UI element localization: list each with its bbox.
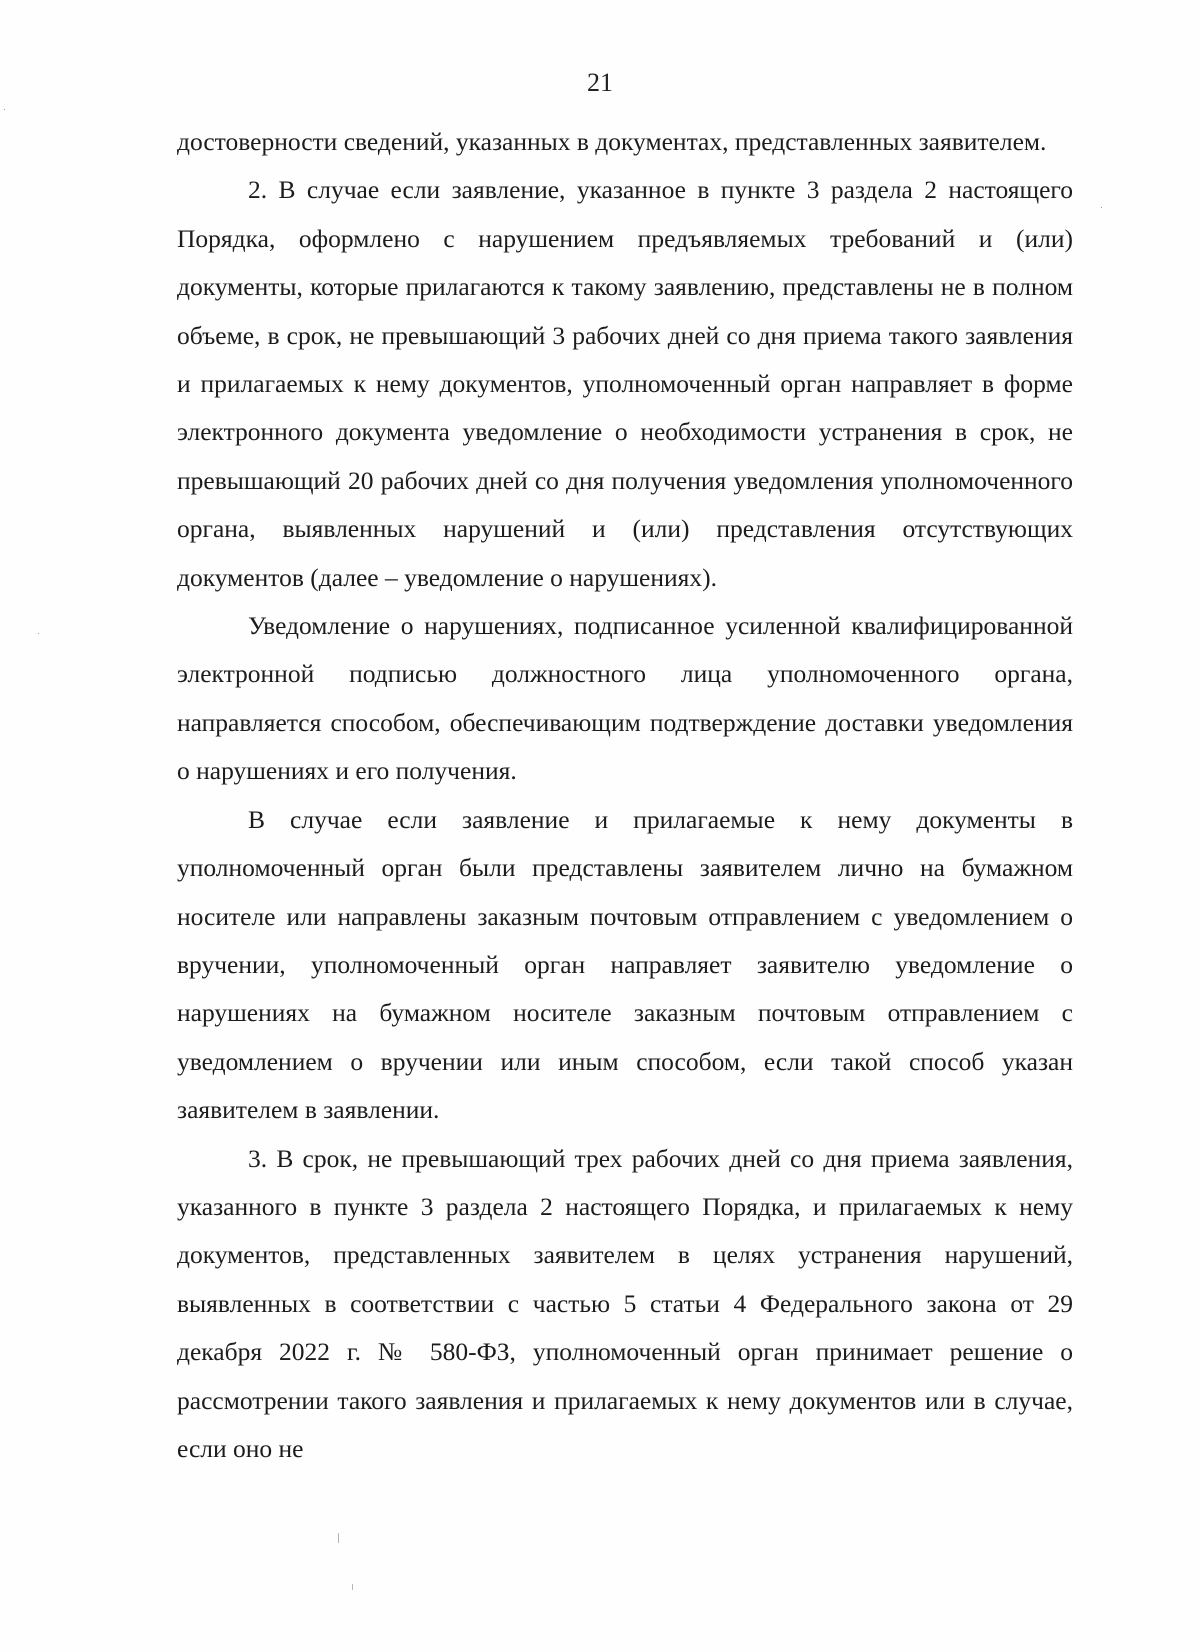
paragraph-item-3: 3. В срок, не превышающий трех рабочих дней со дня приема заявления, указанного в пункте 3 раздела 2 настоящего Порядка, и прилагаемых к нему документов, представленных заявителем в целях устранения нарушений, выявленных в соответствии с частью 5 статьи 4 Федерального закона от 29 декабря 2022 г. № 580-ФЗ, уполномоченный орган принимает решение о рассмотрении такого заявления и прилагаемых к нему документов или в случае, если оно не [177, 1143, 1073, 1463]
paragraph-notice-signature: Уведомление о нарушениях, подписанное усиленной квалифицированной электронной подписью должностного лица уполномоченного органа, направляется способом, обеспечивающим подтверждение доставки уведомления о нарушениях и его получения. [177, 611, 1073, 786]
scan-artifact [338, 1533, 339, 1543]
document-body [177, 118, 1073, 1473]
paragraph-continuation: достоверности сведений, указанных в документах, представленных заявителем. [177, 127, 1047, 156]
paragraph-paper-submission: В случае если заявление и прилагаемые к нему документы в уполномоченный орган были представлены заявителем лично на бумажном носителе или направлены заказным почтовым отправлением с уведомлением о вручении, уполномоченный орган направляет заявителю уведомление о нарушениях на бумажном носителе заказным почтовым отправлением с уведомлением о вручении или иным способом, если такой способ указан заявителем в заявлении. [177, 804, 1073, 1125]
scan-artifact [4, 109, 5, 110]
scan-artifact [352, 1584, 353, 1590]
scan-artifact [38, 633, 39, 634]
paragraph-item-2: 2. В случае если заявление, указанное в пункте 3 раздела 2 настоящего Порядка, оформлено с нарушением предъявляемых требований и (или) документы, которые прилагаются к такому заявлению, представлены не в полном объеме, в срок, не превышающий 3 рабочих дней со дня приема такого заявления и прилагаемых к нему документов, уполномоченный орган направляет в форме электронного документа уведомление о необходимости устранения в срок, не превышающий 20 рабочих дней со дня получения уведомления уполномоченного органа, выявленных нарушений и (или) представления отсутствующих документов (далее – уведомление о нарушениях). [177, 175, 1073, 592]
scan-artifact [1101, 207, 1102, 208]
page-number: 21 [587, 68, 613, 97]
